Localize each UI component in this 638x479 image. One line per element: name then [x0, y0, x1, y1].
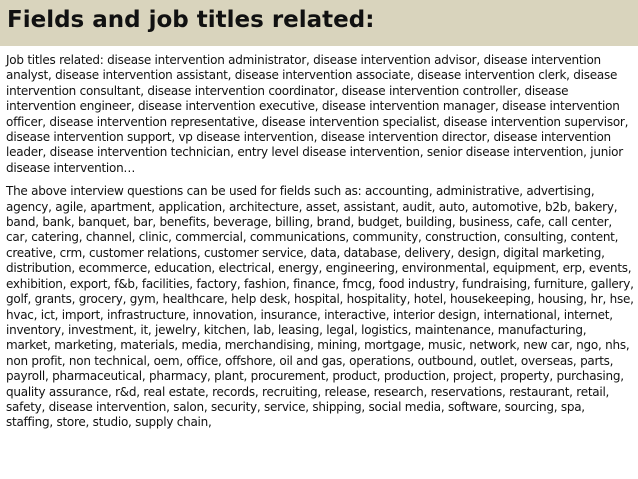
fields-paragraph: The above interview questions can be used for fields such as: accounting, administrative, advertising, agency, agile, apartment, application, architecture, asset, assistant, audit, auto, automotive, b2b, bakery, band, bank, banquet, bar, benefits, beverage, billing, brand, budget, building, business, cafe, call center, car, catering, channel, clinic, commercial, communications, community, construction, consulting, content, creative, crm, customer relations, customer service, data, database, delivery, design, digital marketing, distribution, ecommerce, education, electrical, energy, engineering, environmental, equipment, erp, events, exhibition, export, f&b, facilities, factory, fashion, finance, fmcg, food industry, fundraising, furniture, gallery, golf, grants, grocery, gym, healthcare, help desk, hospital, hospitality, hotel, housekeeping, housing, hr, hse, hvac, ict, import, infrastructure, innovation, insurance, interactive, interior design, international, internet, inventory, investment, it, jewelry, kitchen, lab, leasing, legal, logistics, maintenance, manufacturing, market, marketing, materials, media, merchandising, mining, mortgage, music, network, new car, ngo, nhs, non profit, non technical, oem, office, offshore, oil and gas, operations, outbound, outlet, overseas, parts, payroll, pharmaceutical, pharmacy, plant, procurement, product, production, project, property, purchasing, quality assurance, r&d, real estate, records, recruiting, release, research, reservations, restaurant, retail, safety, disease intervention, salon, security, service, shipping, social media, software, sourcing, spa, staffing, store, studio, supply chain,: [6, 184, 634, 430]
slide-body: [6, 53, 634, 431]
title-bar: [0, 0, 638, 46]
job-titles-paragraph: Job titles related: disease intervention administrator, disease intervention advisor, disease intervention analyst, disease intervention assistant, disease intervention associate, disease intervention clerk, disease intervention consultant, disease intervention coordinator, disease intervention controller, disease intervention engineer, disease intervention executive, disease intervention manager, disease intervention officer, disease intervention representative, disease intervention specialist, disease intervention supervisor, disease intervention support, vp disease intervention, disease intervention director, disease intervention leader, disease intervention technician, entry level disease intervention, senior disease intervention, junior disease intervention…: [6, 53, 629, 175]
slide-title: Fields and job titles related:: [7, 7, 375, 33]
